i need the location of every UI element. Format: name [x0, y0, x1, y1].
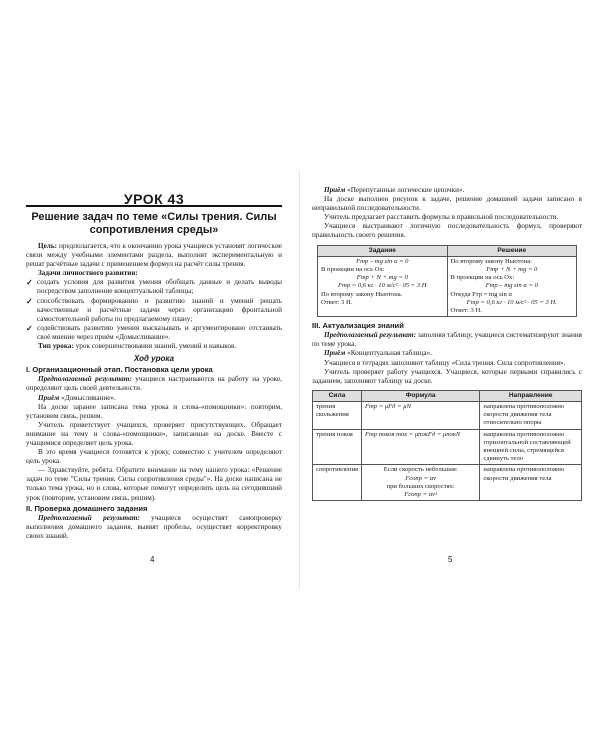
section3-title: III. Актуализация знаний — [312, 321, 404, 331]
paragraph: На доске заранее записана тема урока и слова-«помощники»: повторим, установим связь, решим. — [26, 402, 282, 420]
solution-table — [317, 245, 577, 318]
table-row: трения скольжения Fтр = μFд = μN направлена противоположно скорости движения тела относительно опоры — [313, 402, 582, 430]
goal-text: предполагается, что к окончанию урока учащиеся установят логические связи между учебными элементами раздела, выполнят экспериментальную и решат расчётные задачи с применением формул на расчёт силы трения. — [26, 242, 282, 269]
task-cell: Fтр – mg sin α = 0 В проекции на ось Ox: Fтр + N + mg = 0 Fтр = 0,6 кг · 10 м/с² · 05 = 3 Н По второму закону Ньютона. Ответ: 3 Н. — [318, 256, 448, 316]
paragraph: Учащиеся в тетрадях заполняют таблицу «Сила трения. Сила сопротивления». — [324, 358, 566, 367]
table-header: Задание — [318, 245, 448, 256]
table-header: Решение — [447, 245, 577, 256]
lesson-label: УРОК 43 — [123, 191, 185, 207]
left-column: Цель: предполагается, что к окончанию урока учащиеся установят логические связи между учебными элементами раздела, выполнят экспериментальную и решат расчётные задачи с применением формул на расчёт силы трения. Задачи личностного развития: ✓ создать условия для развития умения обобщать данные и делать выводы посредством заполнение концептуальной таблицы; ✓ способствовать формированию и развитию знаний и умений решать качественные и расчётные задачи через организацию фронтальной самостоятельной работы по предлагаемому плану; ✓ содействовать развитию умения высказывать и аргументировано отстаивать своё мнение через приём «Домысливание». Тип урока: урок совершенствования знаний, умений и навыков. Ход урока I. Организационный этап. Постановка цели урока Предполагаемый результат: учащиеся настраиваются на работу на уроке, определяют цель своей деятельности. Приём «Домысливание». На доске заранее записана тема урока и слова-«помощники»: повторим, установим связь, решим. Учитель приветствует учащихся, проверяет присутствующих. Обращает внимание на тему и слова-«помощники», записанные на доске. Вместе с учащимися определяет цель урока. В это время учащиеся готовятся к уроку, совместно с учителем определяют цель урока. — Здравствуйте, ребята. Обратите внимание на тему нашего урока: «Решение задач по теме "Силы трения. Силы сопротивления среды"». На доске написана не только тема урока, но и слова, которые помогут определить цель на сегодняшний урок (повторим, установим связь, решим). II. Проверка домашнего задания Предполагаемый результат: учащиеся осуществят самопроверку выполнения домашнего задания, выявят пробелы, осуществят корректировку своих знаний. — [26, 242, 282, 540]
page-number-left: 4 — [150, 555, 155, 564]
table-header: Формула — [362, 390, 480, 401]
type-label: Тип урока: — [38, 342, 74, 351]
page-number-right: 5 — [448, 555, 453, 564]
type-text: урок совершенствования знаний, умений и навыков. — [75, 342, 237, 351]
goal-label: Цель: — [38, 242, 58, 250]
task-item: ✓ содействовать развитию умения высказывать и аргументировано отстаивать своё мнение через приём «Домысливание». — [26, 323, 282, 341]
course-heading: Ход урока — [134, 354, 174, 364]
solution-cell: По второму закону Ньютона: Fтр + N + mg = 0 В проекции на ось Ox: Fтр – mg sin α = 0 Откуда Fтр = mg sin α Fтр = 0,6 кг · 10 м/с² · 05 = 3 Н. Ответ: 3 Н. — [447, 256, 577, 316]
right-column: Приём «Перепутанные логические цепочки». На доске выполнен рисунок к задаче, решение домашней задачи записано в неправильной последовательности. Учитель предлагает расставить формулы в правильной последовательности. Учащиеся выстраивают логичную последовательность формул, проверяют правильность своего решения. Задание Решение Fтр – mg sin α = 0 В проекции на ось Ox: Fтр + N + mg = 0 Fтр = 0,6 кг · 10 м/с² · 05 = 3 Н По второму закону Ньютона. Ответ: 3 Н. По второму закону Ньютона: Fтр + N + mg = 0 В проекции на ось Ox: Fтр – mg sin α = 0 Откуда Fтр = mg sin α Fтр = 0,6 кг · 10 м/с² · 05 = 3 Н. Ответ: 3 Н. III. Актуализация знаний Предполагаемый результат: заполняя таблицу, учащиеся систематизируют знания по теме урока. Приём «Концептуальная таблица». Учащиеся в тетрадях заполняют таблицу «Сила трения. Сила сопротивления». Учитель проверяет работу учащихся. Учащиеся, которые первыми справились с заданием, заполняют таблицу на доске. Сила Формула Направление трения скольжения Fтр = μFд = μN направлена противоположно скорости движения тела относительно опоры трения покоя Fтр покоя max = μпокFд = μпокN направлена противоположно горизонтальной составляющей внешней силы, стремящейся сдвинуть тело сопротивления Если скорость небольшая: Fсопр = αv при больших скоростях: Fсопр = αv² направлена противоположно скорости движения тела — [312, 186, 582, 501]
section2-title: II. Проверка домашнего задания — [26, 503, 148, 513]
tasks-label: Задачи личностного развития: — [38, 269, 138, 278]
check-icon: ✓ — [26, 278, 33, 288]
paragraph: На доске выполнен рисунок к задаче, решение домашней задачи записано в неправильной последовательности. — [312, 195, 582, 213]
paragraph: Учитель приветствует учащихся, проверяет присутствующих. Обращает внимание на тему и слова-«помощники», записанные на доске. Вместе с учащимися определяет цель урока. — [26, 420, 282, 447]
lesson-heading: Решение задач по теме «Силы трения. Силы сопротивления среды» — [31, 211, 277, 236]
paragraph: В это время учащиеся готовятся к уроку, совместно с учителем определяют цель урока. — [26, 448, 282, 466]
table-row: сопротивления Если скорость небольшая: Fсопр = αv при больших скоростях: Fсопр = αv² направлена противоположно скорости движения тела — [313, 465, 582, 501]
paragraph: — Здравствуйте, ребята. Обратите внимание на тему нашего урока: «Решение задач по теме "Силы трения. Силы сопротивления среды"». На доске написана не только тема урока, но и слова, которые помогут определить цель на сегодняшний урок (повторим, установим связь, решим). — [26, 466, 282, 502]
title-rule — [26, 205, 282, 207]
table-row: трения покоя Fтр покоя max = μпокFд = μпокN направлена противоположно горизонтальной составляющей внешней силы, стремящейся сдвинуть тело — [313, 429, 582, 465]
paragraph: Учитель предлагает расставить формулы в правильной последовательности. — [324, 213, 559, 222]
paragraph: Учащиеся выстраивают логичную последовательность формул, проверяют правильность своего решения. — [312, 222, 582, 240]
task-item: ✓ создать условия для развития умения обобщать данные и делать выводы посредством заполнение концептуальной таблицы; — [26, 278, 282, 296]
section1-title: I. Организационный этап. Постановка цели урока — [26, 365, 213, 375]
paragraph: Учитель проверяет работу учащихся. Учащиеся, которые первыми справились с заданием, заполняют таблицу на доске. — [312, 367, 582, 385]
table-header: Направление — [480, 390, 582, 401]
concept-table — [312, 390, 582, 501]
right-page — [300, 0, 600, 750]
table-header: Сила — [313, 390, 362, 401]
check-icon: ✓ — [26, 323, 33, 333]
task-item: ✓ способствовать формированию и развитию знаний и умений решать качественные и расчётные задачи через организацию фронтальной самостоятельной работы по предлагаемому плану; — [26, 296, 282, 323]
check-icon: ✓ — [26, 296, 33, 306]
